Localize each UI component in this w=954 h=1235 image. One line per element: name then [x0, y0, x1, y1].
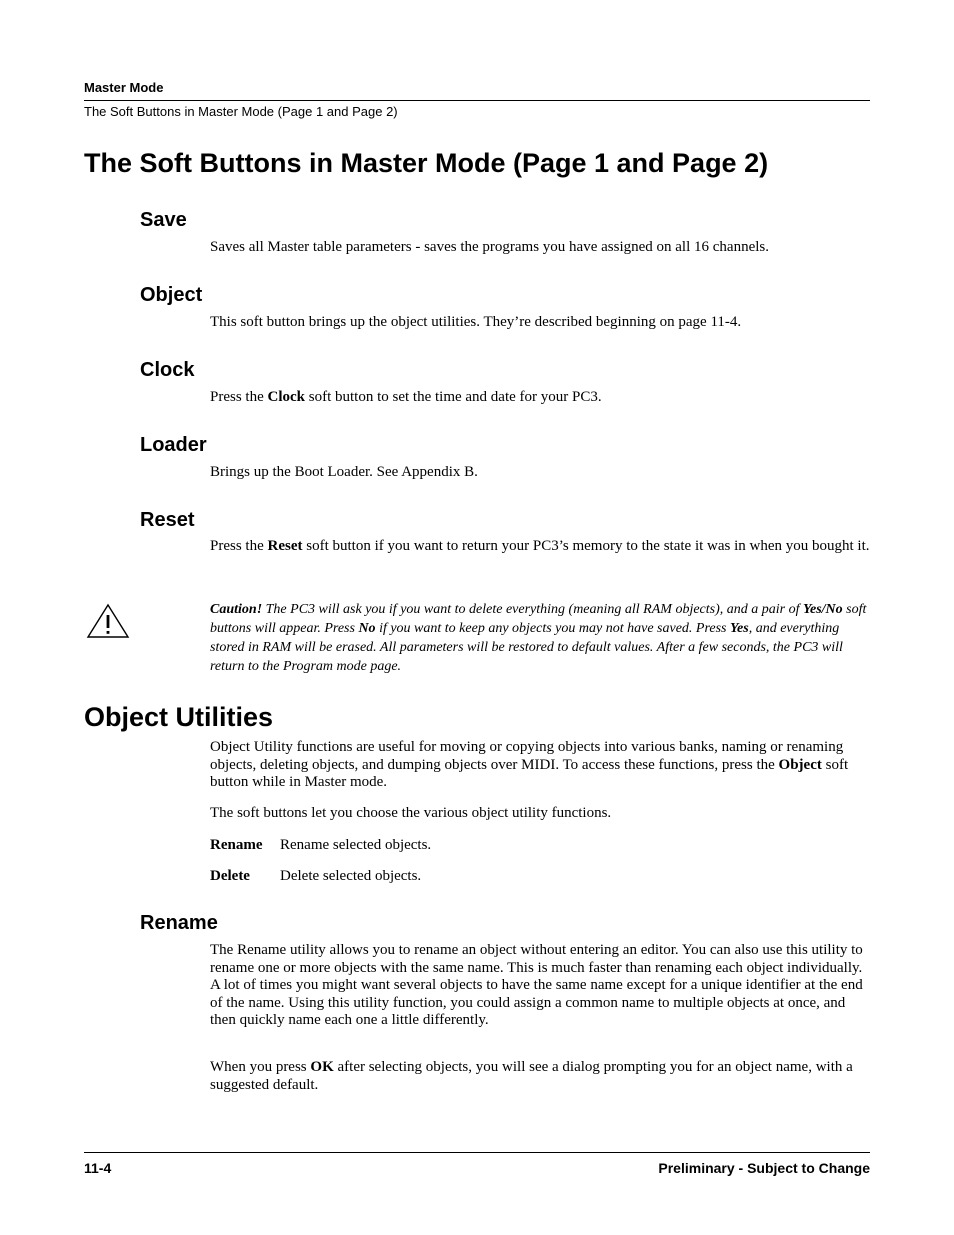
- paragraph-reset: Press the Reset soft button if you want to return your PC3’s memory to the state it was in when you bought it.: [210, 538, 870, 554]
- subheading-clock: Clock: [140, 359, 195, 381]
- header-rule: [84, 100, 870, 101]
- caution-label: Caution!: [210, 602, 263, 617]
- header-chapter-title: Master Mode: [84, 80, 164, 95]
- paragraph-loader: Brings up the Boot Loader. See Appendix B.: [210, 464, 478, 480]
- paragraph-soft-buttons: The soft buttons let you choose the various object utility functions.: [210, 805, 612, 821]
- running-header: [84, 80, 870, 120]
- header-section-title: The Soft Buttons in Master Mode (Page 1 and Page 2): [84, 104, 398, 119]
- section-heading-soft-buttons: The Soft Buttons in Master Mode (Page 1 and Page 2): [84, 148, 769, 178]
- paragraph-rename: The Rename utility allows you to rename an object without entering an editor. You can also use this utility to rename one or more objects with the same name. This is much faster than renaming each object individually. A lot of times you might want several objects to have the same name except for a unique identifier at the end of the name. Using this utility function, you could assign a common name to multiple objects at once, and then quickly name each one a little differently.: [210, 942, 863, 1028]
- subheading-loader: Loader: [140, 434, 207, 456]
- definition-row-rename: [210, 836, 431, 854]
- definition-row-delete: [210, 867, 421, 885]
- bold-ok: OK: [310, 1059, 334, 1075]
- subheading-rename: Rename: [140, 912, 218, 934]
- warning-triangle-icon: [86, 603, 130, 639]
- footer-status: Preliminary - Subject to Change: [658, 1160, 870, 1176]
- definition-description: Rename selected objects.: [280, 837, 432, 853]
- bold-reset: Reset: [267, 538, 303, 554]
- caution-note: Caution! The PC3 will ask you if you want to delete everything (meaning all RAM objects), and a pair of Yes/No soft buttons will appear. Press No if you want to keep any objects you may not have saved. Press Yes, and everything stored in RAM will be erased. All parameters will be restored to default values. After a few seconds, the PC3 will return to the Program mode page.: [210, 602, 867, 674]
- definition-term: Delete: [210, 868, 250, 884]
- section-heading-object-utilities: Object Utilities: [84, 702, 274, 732]
- definition-term: Rename: [210, 837, 263, 853]
- paragraph-save: Saves all Master table parameters - saves the programs you have assigned on all 16 channels.: [210, 239, 769, 255]
- subheading-reset: Reset: [140, 509, 195, 531]
- paragraph-object: This soft button brings up the object utilities. They’re described beginning on page 11-4.: [210, 314, 742, 330]
- bold-object: Object: [778, 756, 822, 773]
- paragraph-object-utilities-intro: Object Utility functions are useful for moving or copying objects into various banks, naming or renaming objects, deleting objects, and dumping objects over MIDI. To access these functions, press the Object soft button while in Master mode.: [210, 739, 849, 790]
- definition-description: Delete selected objects.: [280, 868, 422, 884]
- paragraph-clock: Press the Clock soft button to set the time and date for your PC3.: [210, 389, 602, 405]
- bold-clock: Clock: [267, 389, 305, 405]
- paragraph-rename-ok: When you press OK after selecting objects, you will see a dialog prompting you for an object name, with a suggested default.: [210, 1059, 853, 1093]
- footer-rule: [84, 1152, 870, 1153]
- subheading-save: Save: [140, 209, 187, 231]
- page-number: 11-4: [84, 1160, 112, 1176]
- subheading-object: Object: [140, 284, 203, 306]
- page-footer: [84, 1152, 870, 1177]
